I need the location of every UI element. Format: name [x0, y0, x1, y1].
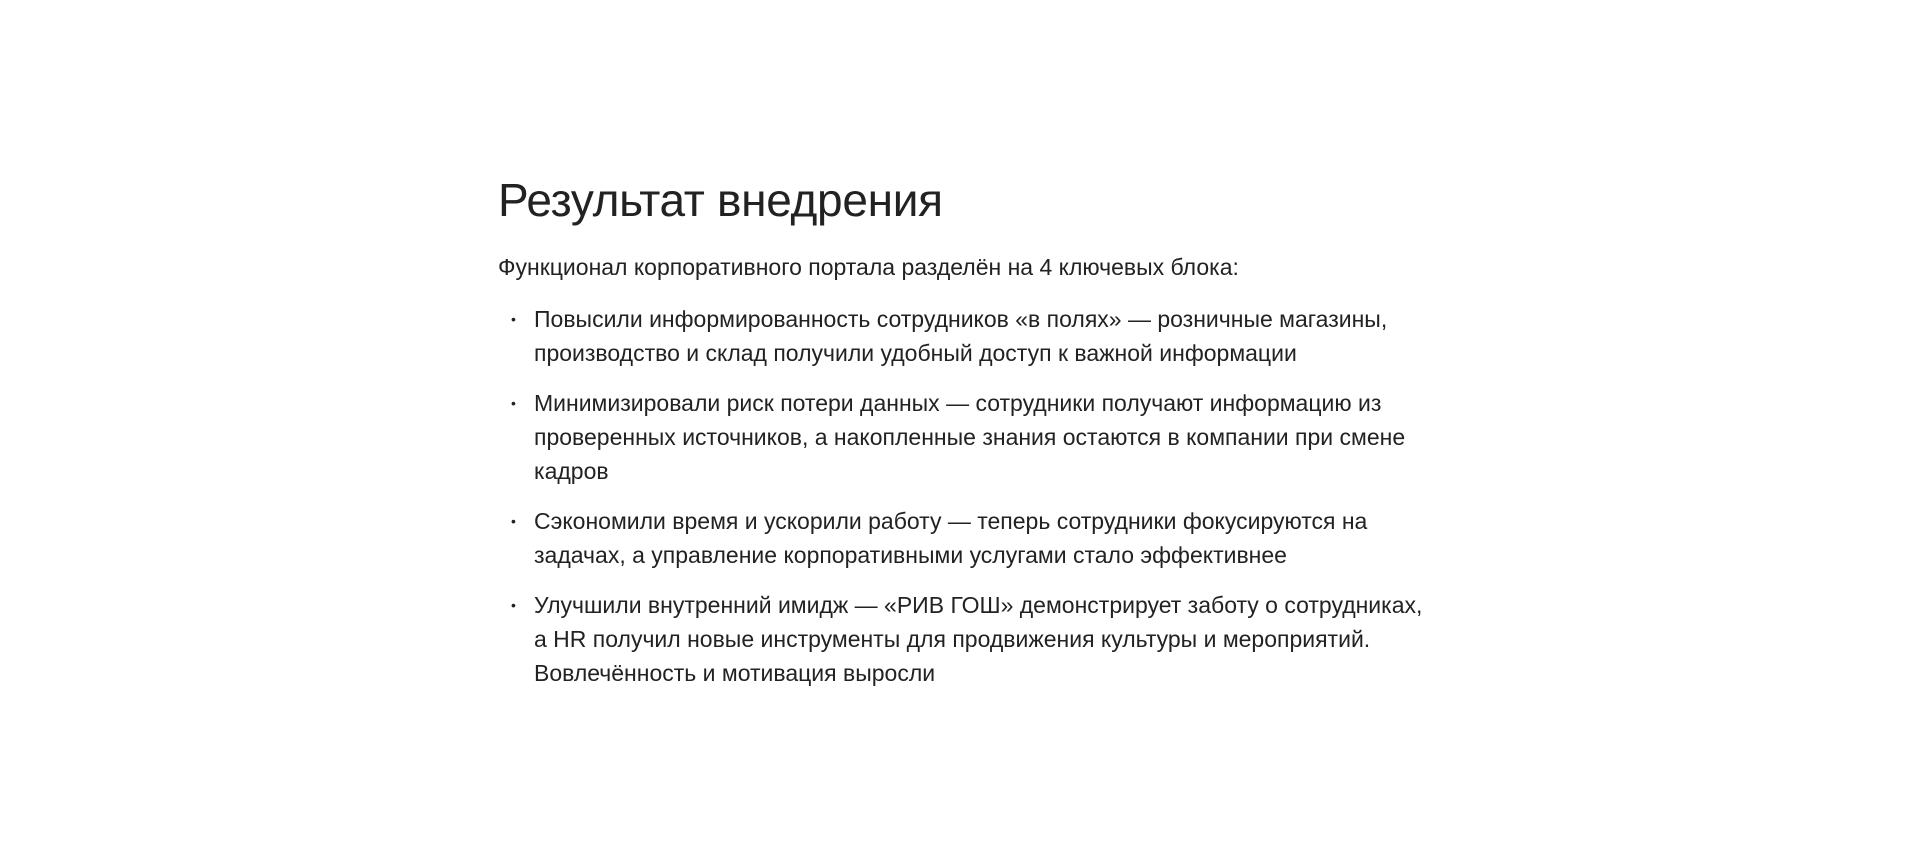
list-item	[498, 588, 1428, 690]
article-content	[498, 172, 1428, 706]
page-title: Результат внедрения	[498, 174, 943, 226]
list-item-text: Повысили информированность сотрудников «в полях» — розничные магазины, производство и склад получили удобный доступ к важной информации	[534, 306, 1388, 366]
list-item-text: Улучшили внутренний имидж — «РИВ ГОШ» демонстрирует заботу о сотрудниках, а HR получил новые инструменты для продвижения культуры и мероприятий. Вовлечённость и мотивация выросли	[534, 592, 1423, 686]
list-item-text: Сэкономили время и ускорили работу — теперь сотрудники фокусируются на задачах, а управление корпоративными услугами стало эффективнее	[534, 508, 1368, 568]
list-item	[498, 504, 1428, 572]
list-item-text: Минимизировали риск потери данных — сотрудники получают информацию из проверенных источников, а накопленные знания остаются в компании при смене кадров	[534, 390, 1406, 484]
results-list	[498, 302, 1428, 690]
intro-paragraph: Функционал корпоративного портала разделён на 4 ключевых блока:	[498, 254, 1239, 280]
bullet-icon: •	[511, 597, 516, 613]
bullet-icon: •	[511, 395, 516, 411]
list-item	[498, 386, 1428, 488]
bullet-icon: •	[511, 513, 516, 529]
list-item	[498, 302, 1428, 370]
bullet-icon: •	[511, 311, 516, 327]
